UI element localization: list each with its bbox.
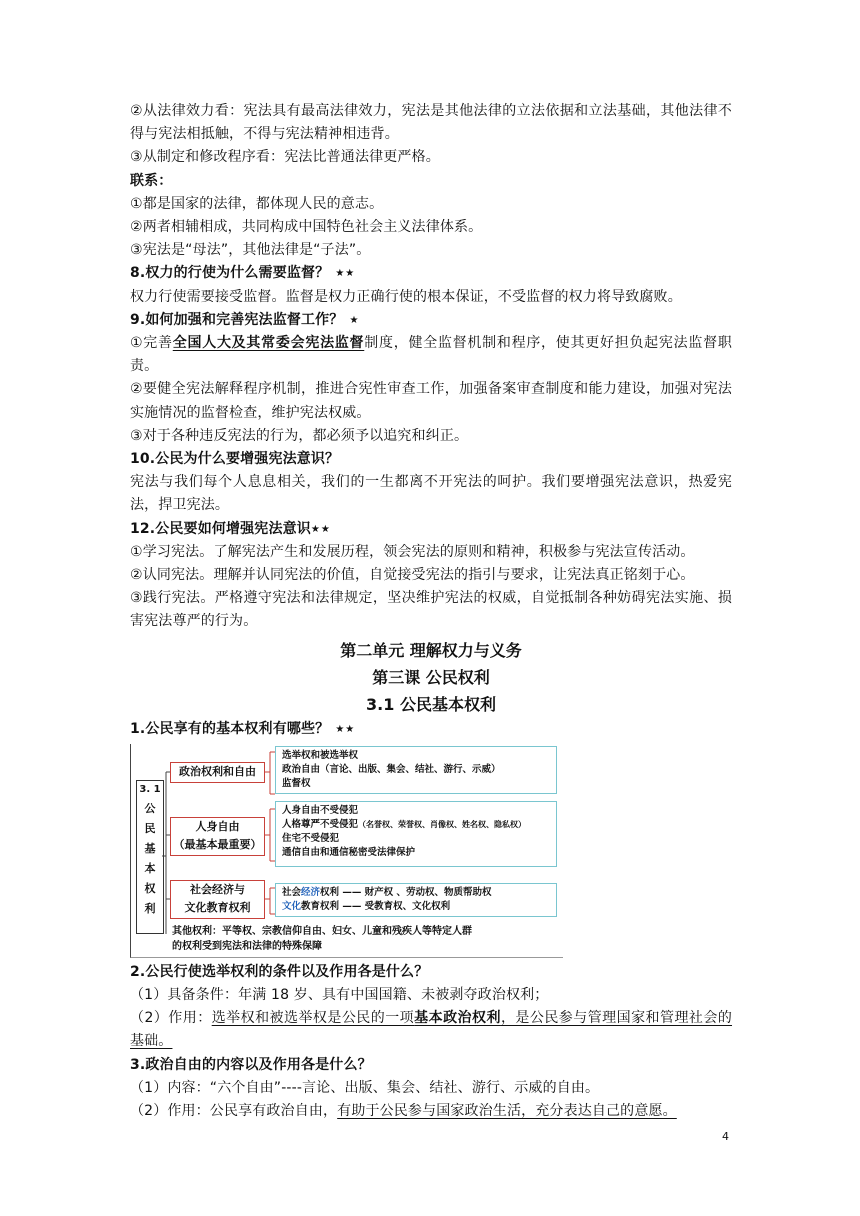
question-1: 1.公民享有的基本权利有哪些？ ★★ (130, 720, 356, 737)
category-political: 政治权利和自由 (170, 762, 265, 783)
text-line: ③宪法是“母法”，其他法律是“子法”。 (130, 242, 371, 259)
star-rating: ★ (349, 314, 360, 326)
answer-3-2: （2）作用：公民享有政治自由，有助于公民参与国家政治生活，充分表达自己的意愿。 (130, 1103, 677, 1120)
rights-diagram (130, 744, 562, 959)
other-rights-note: 其他权利：平等权、宗教信仰自由、妇女、儿童和残疾人等特定人群 的权利受到宪法和法律的特殊保障 (172, 925, 472, 952)
text-line: ②两者相辅相成，共同构成中国特色社会主义法律体系。 (130, 219, 483, 236)
answer-9-3: ③对于各种违反宪法的行为，都必须予以追究和纠正。 (130, 427, 469, 444)
question-8: 8.权力的行使为什么需要监督？ ★★ (130, 265, 356, 282)
answer-10: 宪法与我们每个人息息相关，我们的一生都离不开宪法的呵护。我们要增强宪法意识，热爱宪法，捍卫宪法。 (130, 474, 732, 514)
star-rating: ★★ (310, 523, 331, 535)
star-rating: ★★ (335, 723, 356, 735)
star-rating: ★★ (335, 268, 356, 280)
socioeconomic-details: 社会经济权利 —— 财产权 、劳动权、物质帮助权 文化教育权利 —— 受教育权、文化权利 (275, 883, 557, 917)
answer-12-2: ②认同宪法。理解并认同宪法的价值，自觉接受宪法的指引与要求，让宪法真正铭刻于心。 (130, 567, 695, 584)
document-page (130, 100, 732, 1123)
answer-9-1: ①完善全国人大及其常委会宪法监督制度，健全监督机制和程序，使其更好担负起宪法监督职责。 (130, 335, 732, 375)
question-2: 2.公民行使选举权利的条件以及作用各是什么？ (130, 963, 429, 980)
question-10: 10.公民为什么要增强宪法意识？ (130, 451, 340, 468)
category-personal-freedom: 人身自由 （最基本最重要） (170, 817, 265, 856)
page-number: 4 (722, 1130, 729, 1143)
answer-3-1: （1）内容：“六个自由”----言论、出版、集会、结社、游行、示威的自由。 (130, 1079, 600, 1096)
unit-heading: 第二单元 理解权力与义务 (340, 640, 522, 660)
category-socioeconomic: 社会经济与 文化教育权利 (170, 880, 265, 919)
question-12: 12.公民要如何增强宪法意识★★ (130, 520, 331, 537)
question-9: 9.如何加强和完善宪法监督工作？ ★ (130, 311, 360, 328)
answer-8: 权力行使需要接受监督。监督是权力正确行使的根本保证，不受监督的权力将导致腐败。 (130, 288, 682, 305)
text-line: ①都是国家的法律，都体现人民的意志。 (130, 195, 384, 212)
answer-2-1: （1）具备条件：年满 18 岁、具有中国国籍、未被剥夺政治权利； (130, 987, 549, 1004)
text-line: ②从法律效力看：宪法具有最高法律效力，宪法是其他法律的立法依据和立法基础，其他法律不得与宪法相抵触，不得与宪法精神相违背。 (130, 103, 732, 143)
answer-9-2: ②要健全宪法解释程序机制，推进合宪性审查工作，加强备案审查制度和能力建设，加强对宪法实施情况的监督检查，维护宪法权威。 (130, 381, 732, 421)
personal-freedom-details: 人身自由不受侵犯 人格尊严不受侵犯（名誉权、荣誉权、肖像权、姓名权、隐私权） 住宅不受侵犯 通信自由和通信秘密受法律保护 (275, 801, 557, 867)
answer-12-1: ①学习宪法。了解宪法产生和发展历程，领会宪法的原则和精神，积极参与宪法宣传活动。 (130, 543, 695, 560)
section-label-box: 3. 1 公 民 基 本 权 利 (136, 780, 164, 934)
answer-2-2: （2）作用：选举权和被选举权是公民的一项基本政治权利，是公民参与管理国家和管理社会的基础。 (130, 1010, 733, 1050)
answer-12-3: ③践行宪法。严格遵守宪法和法律规定，坚决维护宪法的权威，自觉抵制各种妨碍宪法实施、损害宪法尊严的行为。 (130, 590, 732, 630)
section-heading: 3.1 公民基本权利 (366, 694, 496, 714)
question-3: 3.政治自由的内容以及作用各是什么？ (130, 1056, 372, 1073)
lesson-heading: 第三课 公民权利 (372, 667, 490, 687)
political-details: 选举权和被选举权 政治自由（言论、出版、集会、结社、游行、示威） 监督权 (275, 746, 557, 794)
text-line: ③从制定和修改程序看：宪法比普通法律更严格。 (130, 149, 440, 166)
section-label: 联系： (130, 172, 173, 189)
